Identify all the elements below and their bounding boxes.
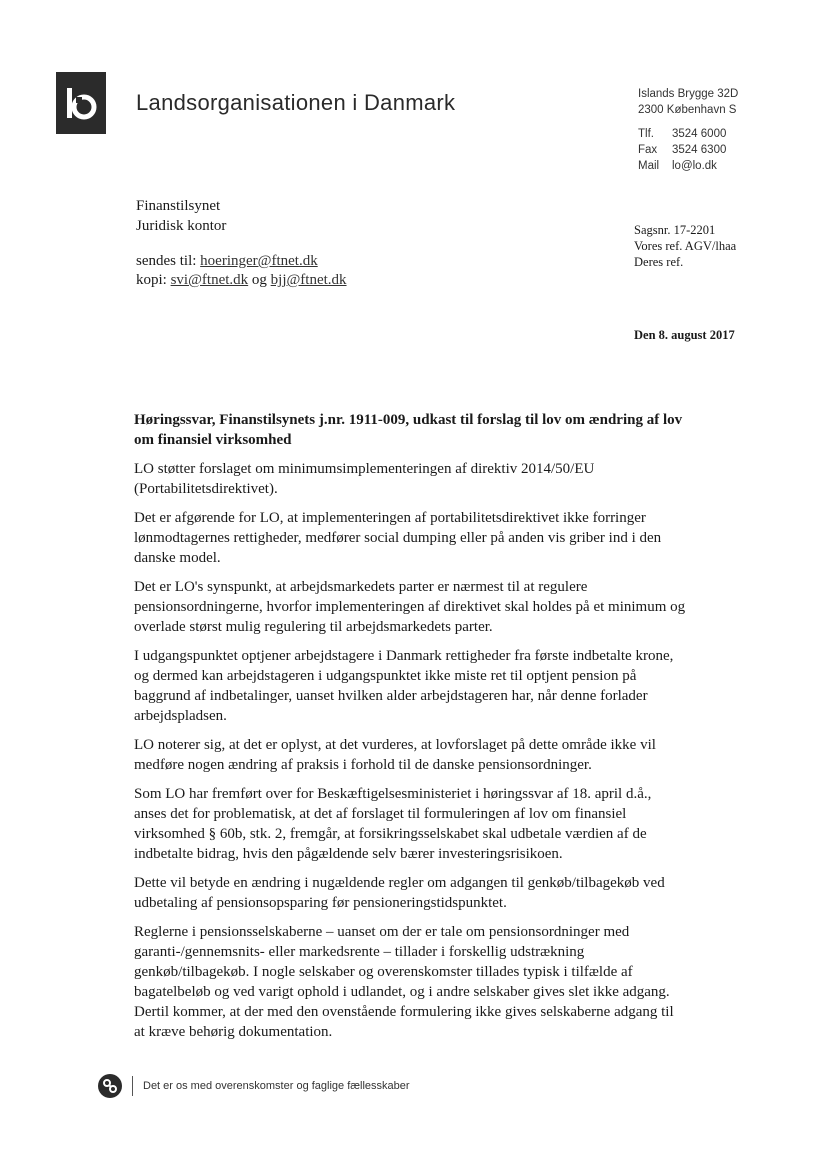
address-line-2: 2300 København S (638, 104, 737, 116)
send-to-label: sendes til: (136, 253, 197, 269)
body-paragraph: LO støtter forslaget om minimumsimplementeringen af direktiv 2014/50/EU (Portabilitetsdirektivet). (134, 461, 595, 497)
body-paragraph: LO noterer sig, at det er oplyst, at det vurderes, at lovforslaget på dette område ikke vil medføre nogen ændring af praksis i forhold til de danske pensionsordninger. (134, 737, 656, 773)
body-paragraph: Reglerne i pensionsselskaberne – uanset om der er tale om pensionsordninger med garanti-/gennemsnits- eller markedsrente – tillader i forskellig udstrækning genkøb/tilbagekøb. I nogle selskaber og overenskomster tillades typisk i tilfælde af bagatelbeløb og ved varigt ophold i udlandet, og i andre selskaber gives slet ikke adgang. Dertil kommer, at der med den ovenstående formulering ikke gives selskaberne adgang til at kræve behørig dokumentation. (134, 924, 674, 1040)
body-paragraph: Det er afgørende for LO, at implementeringen af portabilitetsdirektivet ikke forringer lønmodtagernes rettigheder, medfører social dumping eller på anden vis griber ind i den danske model. (134, 510, 662, 566)
recipient-block (136, 196, 226, 236)
copy-email-link-2[interactable]: bjj@ftnet.dk (270, 272, 347, 288)
copy-email-link-1[interactable]: svi@ftnet.dk (170, 272, 249, 288)
body-paragraph: I udgangspunktet optjener arbejdstagere i Danmark rettigheder fra første indbetalte krone, og dermed kan arbejdstageren i udgangspunktet ikke miste ret til optjent pension på baggrund af indbetalinger, uanset hvilken alder arbejdstageren har, når denne forlader arbejdspladsen. (134, 648, 674, 724)
mail-value: lo@lo.dk (672, 160, 717, 172)
letter-body (134, 410, 686, 1051)
footer-divider (132, 1076, 133, 1096)
footer-tagline: Det er os med overenskomster og faglige fællesskaber (143, 1080, 410, 1092)
letter-heading: Høringssvar, Finanstilsynets j.nr. 1911-009, udkast til forslag til lov om ændring af lov om finansiel virksomhed (134, 412, 683, 448)
copy-and-word: og (251, 272, 267, 288)
body-paragraph: Dette vil betyde en ændring i nugældende regler om adgangen til genkøb/tilbagekøb ved udbetaling af pensionsopsparing før pensioneringstidspunktet. (134, 875, 665, 911)
fax-row (638, 142, 738, 158)
body-paragraph: Som LO har fremført over for Beskæftigelsesministeriet i høringssvar af 18. april d.å., anses det for problematisk, at det af forslaget til formuleringen af lov om finansiel virksomhed § 60b, stk. 2, fremgår, at forsikringsselskabet skal udbetale værdien af de indbetalte bidrag, hvis den pågældende selv bærer investeringsrisikoen. (134, 786, 652, 862)
fax-label: Fax (638, 144, 658, 156)
mail-label: Mail (638, 160, 660, 172)
fax-value: 3524 6300 (672, 144, 727, 156)
send-to-email-link[interactable]: hoeringer@ftnet.dk (200, 253, 318, 269)
footer-emblem-icon (98, 1074, 122, 1098)
phone-value: 3524 6000 (672, 128, 727, 140)
copy-label: kopi: (136, 272, 167, 288)
recipient-name: Finanstilsynet (136, 198, 221, 214)
recipient-department: Juridisk kontor (136, 218, 227, 234)
address-line-1: Islands Brygge 32D (638, 88, 739, 100)
lo-logo-mark (56, 72, 106, 134)
your-reference: Deres ref. (634, 255, 684, 269)
lo-logo (56, 72, 106, 134)
case-number: Sagsnr. 17-2201 (634, 223, 716, 237)
send-to-block (136, 252, 347, 290)
copy-line (136, 271, 347, 290)
send-to-line (136, 252, 347, 271)
organisation-name: Landsorganisationen i Danmark (136, 90, 456, 115)
mail-row (638, 158, 738, 174)
footer (98, 1074, 410, 1098)
phone-row (638, 126, 738, 142)
phone-label: Tlf. (638, 128, 654, 140)
our-reference: Vores ref. AGV/lhaa (634, 239, 737, 253)
body-paragraph: Det er LO's synspunkt, at arbejdsmarkedets parter er nærmest til at regulere pensionsordningerne, hvorfor implementeringen af direktivet skal holdes på et minimum og overlade størst mulig regulering til arbejdsmarkedets parter. (134, 579, 686, 635)
letter-date: Den 8. august 2017 (634, 328, 735, 342)
reference-block (634, 222, 736, 270)
contact-block (638, 86, 738, 174)
